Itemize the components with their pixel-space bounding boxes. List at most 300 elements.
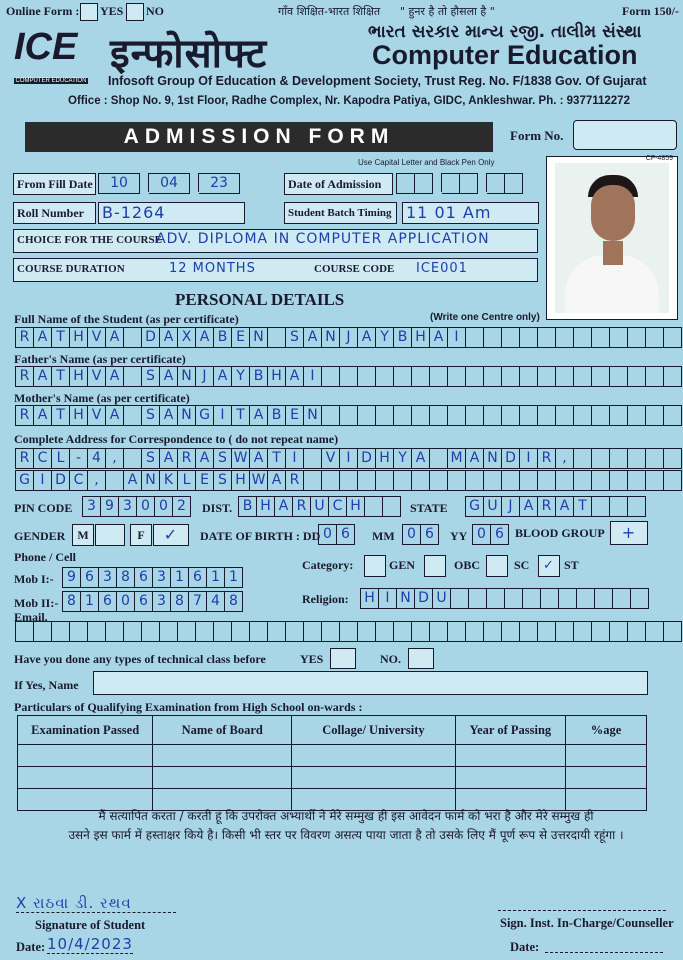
char-box[interactable]: A [412,448,430,469]
char-box[interactable] [484,366,502,387]
char-box[interactable]: 9 [63,567,81,588]
char-box[interactable] [523,588,541,609]
char-box[interactable] [358,621,376,642]
char-box[interactable]: D [502,448,520,469]
char-box[interactable] [559,588,577,609]
char-box[interactable]: V [88,366,106,387]
char-box[interactable] [142,621,160,642]
char-box[interactable]: S [214,448,232,469]
char-box[interactable] [394,405,412,426]
char-box[interactable]: D [415,588,433,609]
char-box[interactable] [556,405,574,426]
char-box[interactable] [286,621,304,642]
char-box[interactable]: A [106,366,124,387]
char-box[interactable] [268,327,286,348]
char-box[interactable] [232,621,250,642]
char-box[interactable] [592,327,610,348]
char-box[interactable]: 6 [491,524,509,545]
choice-value[interactable]: ADV. DIPLOMA IN COMPUTER APPLICATION [156,231,490,247]
char-box[interactable] [538,405,556,426]
char-box[interactable]: I [520,448,538,469]
char-box[interactable] [502,327,520,348]
char-box[interactable] [610,496,628,517]
char-box[interactable] [574,366,592,387]
char-box[interactable]: 3 [153,591,171,612]
admission-date-boxes[interactable] [396,173,523,194]
char-box[interactable]: A [520,496,538,517]
char-box[interactable]: J [196,366,214,387]
char-box[interactable]: R [16,448,34,469]
gender-m-box[interactable]: M [72,524,94,546]
char-box[interactable]: A [34,366,52,387]
char-box[interactable] [124,621,142,642]
char-box[interactable]: 0 [319,524,337,545]
address-grid-2[interactable] [15,470,682,491]
char-box[interactable]: W [232,448,250,469]
char-box[interactable] [376,621,394,642]
char-box[interactable]: 7 [189,591,207,612]
char-box[interactable]: A [34,405,52,426]
char-box[interactable] [664,366,682,387]
char-box[interactable]: I [340,448,358,469]
char-box[interactable] [52,621,70,642]
char-box[interactable] [124,366,142,387]
category-sc-checkbox[interactable] [486,555,508,577]
char-box[interactable] [124,405,142,426]
char-box[interactable]: 9 [101,496,119,517]
char-box[interactable] [628,405,646,426]
char-box[interactable] [430,405,448,426]
char-box[interactable]: Y [394,448,412,469]
char-box[interactable]: H [268,366,286,387]
char-box[interactable]: V [88,327,106,348]
char-box[interactable]: A [556,496,574,517]
char-box[interactable] [646,621,664,642]
tech-no-checkbox[interactable] [408,648,434,669]
char-box[interactable]: I [448,327,466,348]
char-box[interactable]: A [430,327,448,348]
char-box[interactable] [304,448,322,469]
char-box[interactable]: J [502,496,520,517]
char-box[interactable] [592,366,610,387]
char-box[interactable]: I [304,366,322,387]
char-box[interactable]: R [16,327,34,348]
char-box[interactable] [160,621,178,642]
father-name-grid[interactable] [15,366,682,387]
char-box[interactable]: Y [376,327,394,348]
char-box[interactable]: 0 [137,496,155,517]
char-box[interactable]: 1 [207,567,225,588]
char-box[interactable]: , [106,448,124,469]
char-box[interactable]: S [142,366,160,387]
char-box[interactable]: N [322,327,340,348]
char-box[interactable]: 0 [117,591,135,612]
char-box[interactable] [358,405,376,426]
char-box[interactable]: S [142,405,160,426]
char-box[interactable] [592,448,610,469]
char-box[interactable]: E [286,405,304,426]
char-box[interactable]: A [160,405,178,426]
char-box[interactable] [448,366,466,387]
char-box[interactable]: C [329,496,347,517]
char-box[interactable]: 8 [117,567,135,588]
char-box[interactable] [178,621,196,642]
course-code-value[interactable]: ICE001 [416,261,468,276]
char-box[interactable] [628,327,646,348]
char-box[interactable]: H [70,366,88,387]
char-box[interactable]: 6 [99,591,117,612]
char-box[interactable] [538,470,556,491]
char-box[interactable]: U [433,588,451,609]
char-box[interactable] [16,621,34,642]
char-box[interactable]: T [52,327,70,348]
char-box[interactable] [538,621,556,642]
char-box[interactable]: U [311,496,329,517]
char-box[interactable]: 1 [81,591,99,612]
char-box[interactable]: T [52,366,70,387]
char-box[interactable]: 8 [225,591,243,612]
char-box[interactable] [574,327,592,348]
char-box[interactable]: B [239,496,257,517]
religion-grid[interactable] [360,588,649,609]
char-box[interactable]: 3 [83,496,101,517]
char-box[interactable] [124,327,142,348]
char-box[interactable] [628,366,646,387]
char-box[interactable]: H [376,448,394,469]
category-st-checkbox[interactable]: ✓ [538,555,560,577]
char-box[interactable]: 6 [81,567,99,588]
fill-date-yy[interactable]: 23 [199,173,240,194]
char-box[interactable] [502,405,520,426]
char-box[interactable] [358,470,376,491]
char-box[interactable] [448,470,466,491]
char-box[interactable] [631,588,649,609]
char-box[interactable] [628,470,646,491]
char-box[interactable]: B [214,327,232,348]
char-box[interactable] [556,470,574,491]
char-box[interactable] [592,405,610,426]
full-name-grid[interactable] [15,327,682,348]
char-box[interactable]: R [16,405,34,426]
char-box[interactable] [628,496,646,517]
char-box[interactable] [322,470,340,491]
char-box[interactable] [430,621,448,642]
state-grid[interactable] [465,496,646,517]
char-box[interactable] [592,496,610,517]
char-box[interactable] [484,470,502,491]
char-box[interactable] [124,448,142,469]
char-box[interactable] [574,621,592,642]
char-box[interactable]: 6 [135,567,153,588]
category-gen-checkbox[interactable] [364,555,386,577]
char-box[interactable] [502,470,520,491]
gender-f-check[interactable]: ✓ [153,524,189,546]
char-box[interactable]: L [52,448,70,469]
mother-name-grid[interactable] [15,405,682,426]
char-box[interactable] [556,621,574,642]
table-row[interactable] [18,767,647,789]
char-box[interactable]: 0 [155,496,173,517]
char-box[interactable] [430,470,448,491]
char-box[interactable] [520,621,538,642]
char-box[interactable]: 0 [403,524,421,545]
char-box[interactable]: H [361,588,379,609]
char-box[interactable]: A [160,327,178,348]
char-box[interactable]: R [538,448,556,469]
char-box[interactable] [469,588,487,609]
char-box[interactable] [383,496,401,517]
char-box[interactable]: X [178,327,196,348]
char-box[interactable] [304,470,322,491]
pin-code-grid[interactable] [82,496,191,517]
mob2-grid[interactable] [62,591,243,612]
char-box[interactable]: A [160,448,178,469]
char-box[interactable] [574,470,592,491]
char-box[interactable]: D [358,448,376,469]
email-grid[interactable] [15,621,682,642]
char-box[interactable] [520,470,538,491]
char-box[interactable] [34,621,52,642]
char-box[interactable]: N [178,366,196,387]
char-box[interactable]: , [88,470,106,491]
char-box[interactable] [664,327,682,348]
char-box[interactable]: , [556,448,574,469]
char-box[interactable] [646,470,664,491]
char-box[interactable] [394,366,412,387]
char-box[interactable]: V [88,405,106,426]
online-yes-checkbox[interactable] [80,3,98,21]
char-box[interactable] [448,621,466,642]
char-box[interactable] [365,496,383,517]
char-box[interactable]: A [250,448,268,469]
char-box[interactable] [664,621,682,642]
if-yes-field[interactable] [93,671,648,695]
char-box[interactable]: Y [232,366,250,387]
dob-mm-grid[interactable] [402,524,439,545]
char-box[interactable] [610,470,628,491]
char-box[interactable]: R [538,496,556,517]
char-box[interactable] [394,621,412,642]
char-box[interactable]: - [70,448,88,469]
char-box[interactable]: R [293,496,311,517]
char-box[interactable] [646,366,664,387]
char-box[interactable]: J [340,327,358,348]
char-box[interactable]: A [304,327,322,348]
table-row[interactable] [18,745,647,767]
char-box[interactable]: T [574,496,592,517]
char-box[interactable] [322,366,340,387]
char-box[interactable]: R [16,366,34,387]
char-box[interactable]: U [484,496,502,517]
char-box[interactable]: 0 [473,524,491,545]
char-box[interactable] [610,405,628,426]
char-box[interactable]: A [196,327,214,348]
char-box[interactable] [577,588,595,609]
char-box[interactable] [412,405,430,426]
category-obc-checkbox[interactable] [424,555,446,577]
char-box[interactable]: A [196,448,214,469]
char-box[interactable]: B [250,366,268,387]
char-box[interactable]: H [232,470,250,491]
char-box[interactable] [520,327,538,348]
char-box[interactable]: D [52,470,70,491]
char-box[interactable] [466,621,484,642]
char-box[interactable] [502,366,520,387]
char-box[interactable] [196,621,214,642]
char-box[interactable]: 2 [173,496,191,517]
char-box[interactable] [214,621,232,642]
char-box[interactable] [340,470,358,491]
char-box[interactable]: B [268,405,286,426]
char-box[interactable]: A [106,405,124,426]
char-box[interactable]: 6 [189,567,207,588]
char-box[interactable] [268,621,286,642]
char-box[interactable] [358,366,376,387]
char-box[interactable]: 4 [88,448,106,469]
char-box[interactable] [376,470,394,491]
char-box[interactable] [322,405,340,426]
char-box[interactable]: R [178,448,196,469]
char-box[interactable]: I [34,470,52,491]
char-box[interactable]: 3 [99,567,117,588]
char-box[interactable]: H [347,496,365,517]
char-box[interactable] [556,366,574,387]
char-box[interactable]: N [250,327,268,348]
dob-dd-grid[interactable] [318,524,355,545]
char-box[interactable] [487,588,505,609]
char-box[interactable] [106,470,124,491]
char-box[interactable]: W [250,470,268,491]
dob-yy-grid[interactable] [472,524,509,545]
char-box[interactable]: S [214,470,232,491]
from-fill-date-boxes[interactable] [98,173,240,194]
char-box[interactable] [250,621,268,642]
char-box[interactable] [106,621,124,642]
char-box[interactable]: V [322,448,340,469]
char-box[interactable] [610,621,628,642]
char-box[interactable]: T [232,405,250,426]
form-no-field[interactable] [573,120,677,150]
char-box[interactable]: 8 [63,591,81,612]
char-box[interactable] [322,621,340,642]
char-box[interactable]: N [397,588,415,609]
char-box[interactable] [646,448,664,469]
char-box[interactable] [592,621,610,642]
mob1-grid[interactable] [62,567,243,588]
char-box[interactable]: H [70,327,88,348]
char-box[interactable]: H [412,327,430,348]
char-box[interactable]: 4 [207,591,225,612]
char-box[interactable]: 6 [135,591,153,612]
char-box[interactable] [412,470,430,491]
char-box[interactable] [88,621,106,642]
char-box[interactable]: B [394,327,412,348]
address-grid-1[interactable] [15,448,682,469]
char-box[interactable] [613,588,631,609]
char-box[interactable] [520,366,538,387]
char-box[interactable]: A [466,448,484,469]
char-box[interactable]: G [16,470,34,491]
char-box[interactable] [448,405,466,426]
dist-grid[interactable] [238,496,401,517]
char-box[interactable]: I [379,588,397,609]
char-box[interactable]: A [286,366,304,387]
char-box[interactable] [340,405,358,426]
char-box[interactable] [412,621,430,642]
char-box[interactable] [484,327,502,348]
char-box[interactable]: A [160,366,178,387]
char-box[interactable]: 6 [421,524,439,545]
char-box[interactable]: T [52,405,70,426]
char-box[interactable] [451,588,469,609]
tech-yes-checkbox[interactable] [330,648,356,669]
char-box[interactable] [304,621,322,642]
char-box[interactable]: 8 [171,591,189,612]
char-box[interactable]: G [466,496,484,517]
char-box[interactable] [340,621,358,642]
char-box[interactable] [430,366,448,387]
char-box[interactable]: 6 [337,524,355,545]
gender-f-box[interactable]: F [130,524,152,546]
online-no-checkbox[interactable] [126,3,144,21]
char-box[interactable]: A [358,327,376,348]
roll-number-field[interactable]: B-1264 [98,202,245,224]
char-box[interactable] [664,470,682,491]
gender-m-check[interactable] [95,524,125,546]
char-box[interactable]: A [250,405,268,426]
char-box[interactable] [430,448,448,469]
char-box[interactable] [70,621,88,642]
char-box[interactable]: C [70,470,88,491]
char-box[interactable] [505,588,523,609]
char-box[interactable] [610,448,628,469]
char-box[interactable]: N [484,448,502,469]
char-box[interactable]: M [448,448,466,469]
char-box[interactable]: S [142,448,160,469]
batch-timing-field[interactable]: 11 01 Am [402,202,539,224]
char-box[interactable]: A [34,327,52,348]
char-box[interactable] [646,405,664,426]
char-box[interactable] [484,621,502,642]
char-box[interactable]: L [178,470,196,491]
char-box[interactable] [646,327,664,348]
char-box[interactable]: 1 [225,567,243,588]
char-box[interactable]: N [304,405,322,426]
char-box[interactable]: I [214,405,232,426]
duration-value[interactable]: 12 MONTHS [169,261,256,276]
char-box[interactable] [376,366,394,387]
fill-date-dd[interactable]: 10 [99,173,140,194]
char-box[interactable] [466,366,484,387]
char-box[interactable] [502,621,520,642]
fill-date-mm[interactable]: 04 [149,173,190,194]
char-box[interactable]: G [196,405,214,426]
char-box[interactable] [664,448,682,469]
char-box[interactable] [538,366,556,387]
char-box[interactable]: N [142,470,160,491]
char-box[interactable]: A [214,366,232,387]
char-box[interactable] [466,470,484,491]
char-box[interactable]: E [232,327,250,348]
char-box[interactable] [592,470,610,491]
char-box[interactable] [628,448,646,469]
char-box[interactable] [466,327,484,348]
char-box[interactable]: R [286,470,304,491]
char-box[interactable] [412,366,430,387]
char-box[interactable] [541,588,559,609]
char-box[interactable]: 3 [153,567,171,588]
char-box[interactable] [574,448,592,469]
